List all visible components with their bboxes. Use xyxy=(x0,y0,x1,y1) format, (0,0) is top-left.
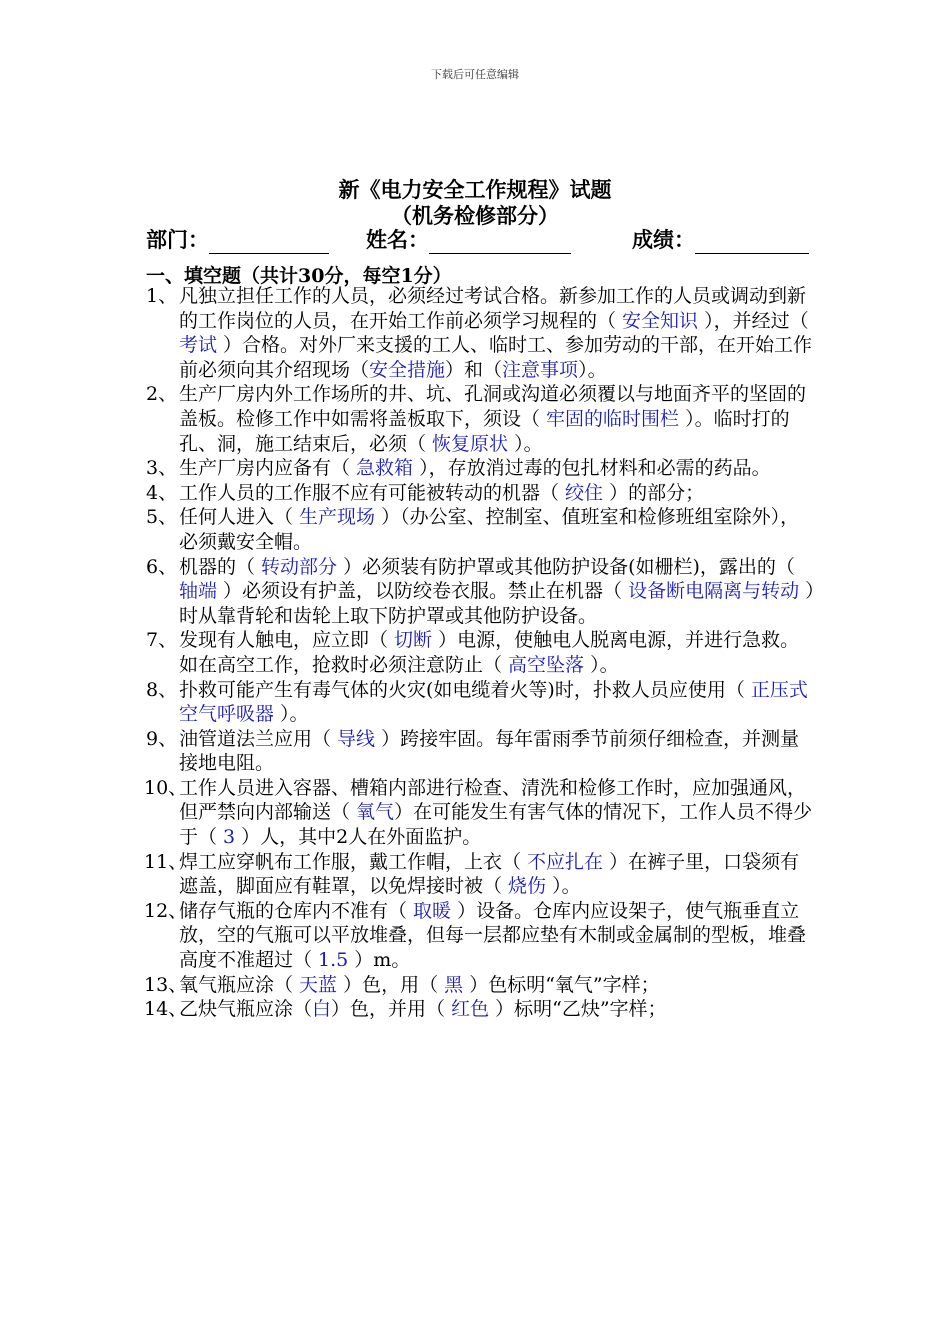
question-text: 任何人进入（ xyxy=(179,506,300,529)
question-number: 8、 xyxy=(146,678,178,701)
question-number: 3、 xyxy=(146,457,178,480)
question-number: 12、 xyxy=(144,899,188,922)
question-text: 工作人员的工作服不应有可能被转动的机器（ xyxy=(179,481,566,504)
name-label: 姓名： xyxy=(366,227,429,252)
question-number: 7、 xyxy=(146,629,178,652)
question-item xyxy=(146,850,816,899)
answer-text: 1.5 xyxy=(318,949,349,972)
question-item xyxy=(146,505,816,554)
question-text: ）。 xyxy=(546,875,581,898)
question-text: 生产厂房内应备有（ xyxy=(179,457,357,480)
header-fields xyxy=(146,224,811,254)
question-text: ）必须装有防护罩或其他防护设备(如栅栏)，露出的（ xyxy=(337,555,795,578)
question-text: ）跨接牢固。每年雷雨季节前须仔细检查，并测量接地电阻。 xyxy=(179,727,800,775)
question-number: 13、 xyxy=(144,973,188,996)
answer-text: 注意事项 xyxy=(502,358,579,381)
answer-text: 白 xyxy=(312,998,332,1021)
question-text: 工作人员进入容器、槽箱内部进行检查、清洗和检修工作时，应加强通风，但严禁向内部输送（ xyxy=(179,776,807,824)
question-text: ）人，其中2人在外面监护。 xyxy=(235,826,482,849)
name-blank[interactable] xyxy=(429,231,571,254)
answer-text: 牢固的临时围栏 xyxy=(546,407,680,430)
question-text: ）在裤子里，口袋须有遮盖，脚面应有鞋罩，以免焊接时被（ xyxy=(179,850,800,898)
page-subtitle: （机务检修部分） xyxy=(391,203,559,228)
question-text: 焊工应穿帆布工作服，戴工作帽，上衣（ xyxy=(179,850,528,873)
question-text: ）。 xyxy=(508,432,543,455)
page-title: 新《电力安全工作规程》试题 xyxy=(338,177,612,202)
question-text: ）（办公室、控制室、值班室和检修班组室除外），必须戴安全帽。 xyxy=(179,506,800,553)
question-text: 发现有人触电，应立即（ xyxy=(179,629,395,652)
dept-blank[interactable] xyxy=(209,231,329,254)
question-text: ）色，并用（ xyxy=(331,998,452,1021)
answer-text: 考试 xyxy=(179,334,218,357)
question-text: 机器的（ xyxy=(179,555,262,578)
question-text: 储存气瓶的仓库内不准有（ xyxy=(179,899,414,922)
question-number: 10、 xyxy=(144,776,188,799)
answer-text: 急救箱 xyxy=(356,457,414,480)
answer-text: 黑 xyxy=(444,973,464,996)
question-text: ）在可能发生有害气体的情况下，工作人员不得少于（ xyxy=(179,801,813,849)
question-text: 凡独立担任工作的人员，必须经过考试合格。新参加工作的人员或调动到新的工作岗位的人员，在开始工作前必须学习规程的（ xyxy=(179,285,807,332)
question-text: ）色，用（ xyxy=(337,973,445,996)
question-text: 扑救可能产生有毒气体的火灾(如电缆着火等)时，扑救人员应使用（ xyxy=(179,678,751,701)
answer-text: 氧气 xyxy=(356,801,395,824)
question-number: 1、 xyxy=(146,285,178,307)
question-number: 2、 xyxy=(146,383,178,406)
question-item xyxy=(146,481,816,506)
question-text: ）和（ xyxy=(445,358,503,381)
answer-text: 安全知识 xyxy=(622,309,699,332)
answer-text: 生产现场 xyxy=(299,506,376,529)
score-blank[interactable] xyxy=(695,231,809,254)
question-number: 5、 xyxy=(146,506,178,529)
question-text: 生产厂房内外工作场所的井、坑、孔洞或沟道必须覆以与地面齐平的坚固的盖板。检修工作中如需将盖板取下，须设（ xyxy=(179,383,807,430)
question-item xyxy=(146,555,816,629)
question-list xyxy=(146,284,816,1022)
question-text: 乙炔气瓶应涂（ xyxy=(179,998,313,1021)
question-number: 6、 xyxy=(146,555,178,578)
answer-text: 3 xyxy=(223,826,236,849)
watermark: 下载后可任意编辑 xyxy=(431,68,519,81)
answer-text: 烧伤 xyxy=(508,875,547,898)
question-item xyxy=(146,727,816,776)
answer-text: 安全措施 xyxy=(369,358,446,381)
question-text: ）。 xyxy=(578,358,607,381)
question-item xyxy=(146,973,816,998)
answer-text: 转动部分 xyxy=(261,555,338,578)
question-item xyxy=(146,382,816,456)
question-item xyxy=(146,776,816,850)
question-text: ）m。 xyxy=(348,949,411,972)
question-text: ）设备。仓库内应设架子，使气瓶垂直立放，空的气瓶可以平放堆叠，但每一层都应垫有木制或金属制的型板，堆叠高度不准超过（ xyxy=(179,899,807,972)
question-number: 4、 xyxy=(146,481,178,504)
question-text: ）。 xyxy=(584,653,619,676)
question-text: 油管道法兰应用（ xyxy=(179,727,338,750)
answer-text: 绞住 xyxy=(565,481,604,504)
answer-text: 红色 xyxy=(451,998,490,1021)
question-text: ），存放消过毒的包扎材料和必需的药品。 xyxy=(413,457,771,480)
question-item xyxy=(146,997,816,1022)
question-number: 14、 xyxy=(144,998,188,1021)
answer-text: 高空坠落 xyxy=(508,653,585,676)
question-item xyxy=(146,628,816,677)
question-text: ）合格。对外厂来支援的工人、临时工、参加劳动的干部，在开始工作前必须向其介绍现场（ xyxy=(179,334,813,381)
question-number: 9、 xyxy=(146,727,178,750)
answer-text: 轴端 xyxy=(179,580,218,603)
question-text: 氧气瓶应涂（ xyxy=(179,973,300,996)
dept-field xyxy=(146,224,329,254)
score-field xyxy=(632,224,809,254)
question-text: ）电源，使触电人脱离电源，并进行急救。如在高空工作，抢救时必须注意防止（ xyxy=(179,629,800,676)
question-text: ）必须设有护盖，以防绞卷衣服。禁止在机器（ xyxy=(217,580,629,603)
dept-label: 部门： xyxy=(146,227,209,252)
answer-text: 不应扎在 xyxy=(527,850,604,873)
question-text: ）标明“乙炔”字样； xyxy=(489,998,667,1021)
question-number: 11、 xyxy=(144,850,188,873)
answer-text: 切断 xyxy=(394,629,433,652)
answer-text: 天蓝 xyxy=(299,973,338,996)
answer-text: 恢复原状 xyxy=(432,432,509,455)
answer-text: 取暖 xyxy=(413,899,452,922)
question-text: ）。临时打的孔、洞，施工结束后，必须（ xyxy=(179,407,790,455)
question-text: ）的部分； xyxy=(603,481,705,504)
question-item xyxy=(146,899,816,973)
question-item xyxy=(146,284,816,382)
question-text: ）。 xyxy=(274,703,309,726)
answer-text: 正压式空气呼吸器 xyxy=(179,678,808,726)
answer-text: 导线 xyxy=(337,727,376,750)
question-text: ）色标明“氧气”字样； xyxy=(463,973,660,996)
question-item xyxy=(146,678,816,727)
section-heading: 一、填空题（共计30分，每空1分） xyxy=(146,265,452,287)
question-item xyxy=(146,456,816,481)
question-text: ），并经过（ xyxy=(698,309,809,332)
score-label: 成绩： xyxy=(632,227,695,252)
answer-text: 设备断电隔离与转动 xyxy=(628,580,800,603)
name-field xyxy=(366,224,571,254)
question-text: ）时从靠背轮和齿轮上取下防护罩或其他防护设备。 xyxy=(179,580,815,627)
